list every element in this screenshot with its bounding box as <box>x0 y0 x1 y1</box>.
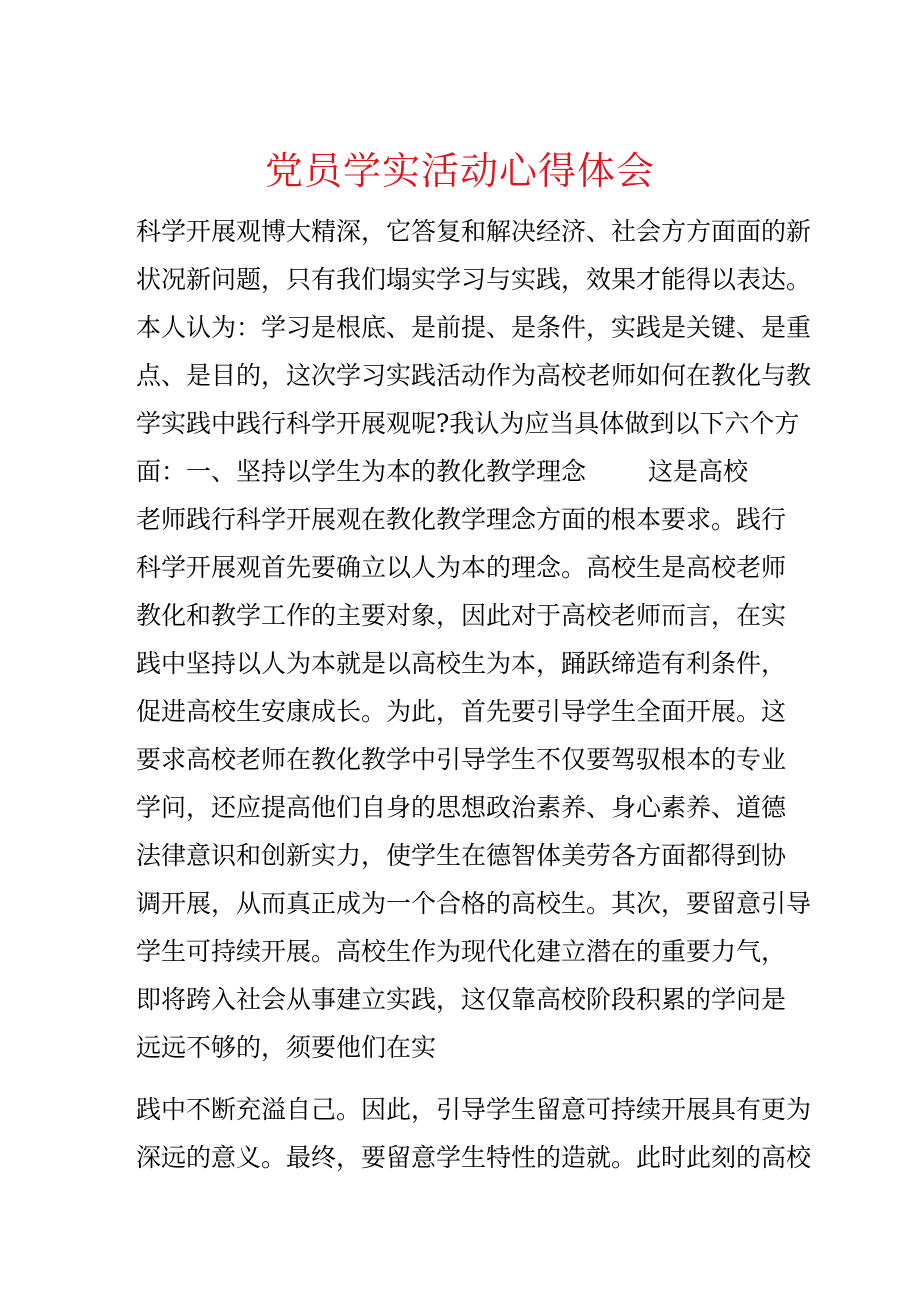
body-line: 学生可持续开展。高校生作为现代化建立潜在的重要力气， <box>136 937 787 966</box>
body-line-split <box>136 448 796 496</box>
body-line: 要求高校老师在教化教学中引导学生不仅要驾驭根本的专业 <box>136 745 787 774</box>
body-line: 教化和教学工作的主要对象，因此对于高校老师而言，在实 <box>136 601 787 630</box>
document-title: 党员学实活动心得体会 <box>264 149 655 193</box>
body-line: 法律意识和创新实力，使学生在德智体美劳各方面都得到协 <box>136 841 787 870</box>
body-line: 本人认为：学习是根底、是前提、是条件，实践是关键、是重 <box>136 313 812 342</box>
body-line: 状况新问题，只有我们塌实学习与实践，效果才能得以表达。 <box>136 265 812 294</box>
body-line: 践中不断充溢自己。因此，引导学生留意可持续开展具有更为 <box>136 1095 812 1124</box>
section-lead: 这是高校 <box>648 457 749 486</box>
body-line: 科学开展观博大精深，它答复和解决经济、社会方方面面的新 <box>136 217 812 246</box>
body-line: 老师践行科学开展观在教化教学理念方面的根本要求。践行 <box>136 505 787 534</box>
document-body <box>136 208 812 1182</box>
body-line: 点、是目的，这次学习实践活动作为高校老师如何在教化与教 <box>136 361 812 390</box>
body-line: 践中坚持以人为本就是以高校生为本，踊跃缔造有利条件， <box>136 649 787 678</box>
body-line: 促进高校生安康成长。为此，首先要引导学生全面开展。这 <box>136 697 787 726</box>
body-line: 即将跨入社会从事建立实践，这仅靠高校阶段积累的学问是 <box>136 985 787 1014</box>
section-heading-one: 面：一、坚持以学生为本的教化教学理念 <box>136 457 587 486</box>
body-line: 学实践中践行科学开展观呢?我认为应当具体做到以下六个方 <box>136 409 800 438</box>
body-line: 学问，还应提高他们自身的思想政治素养、身心素养、道德 <box>136 793 787 822</box>
body-line: 深远的意义。最终，要留意学生特性的造就。此时此刻的高校 <box>136 1143 812 1172</box>
body-line: 调开展，从而真正成为一个合格的高校生。其次，要留意引导 <box>136 889 812 918</box>
body-line: 远远不够的，须要他们在实 <box>136 1033 437 1062</box>
body-line: 科学开展观首先要确立以人为本的理念。高校生是高校老师 <box>136 553 787 582</box>
